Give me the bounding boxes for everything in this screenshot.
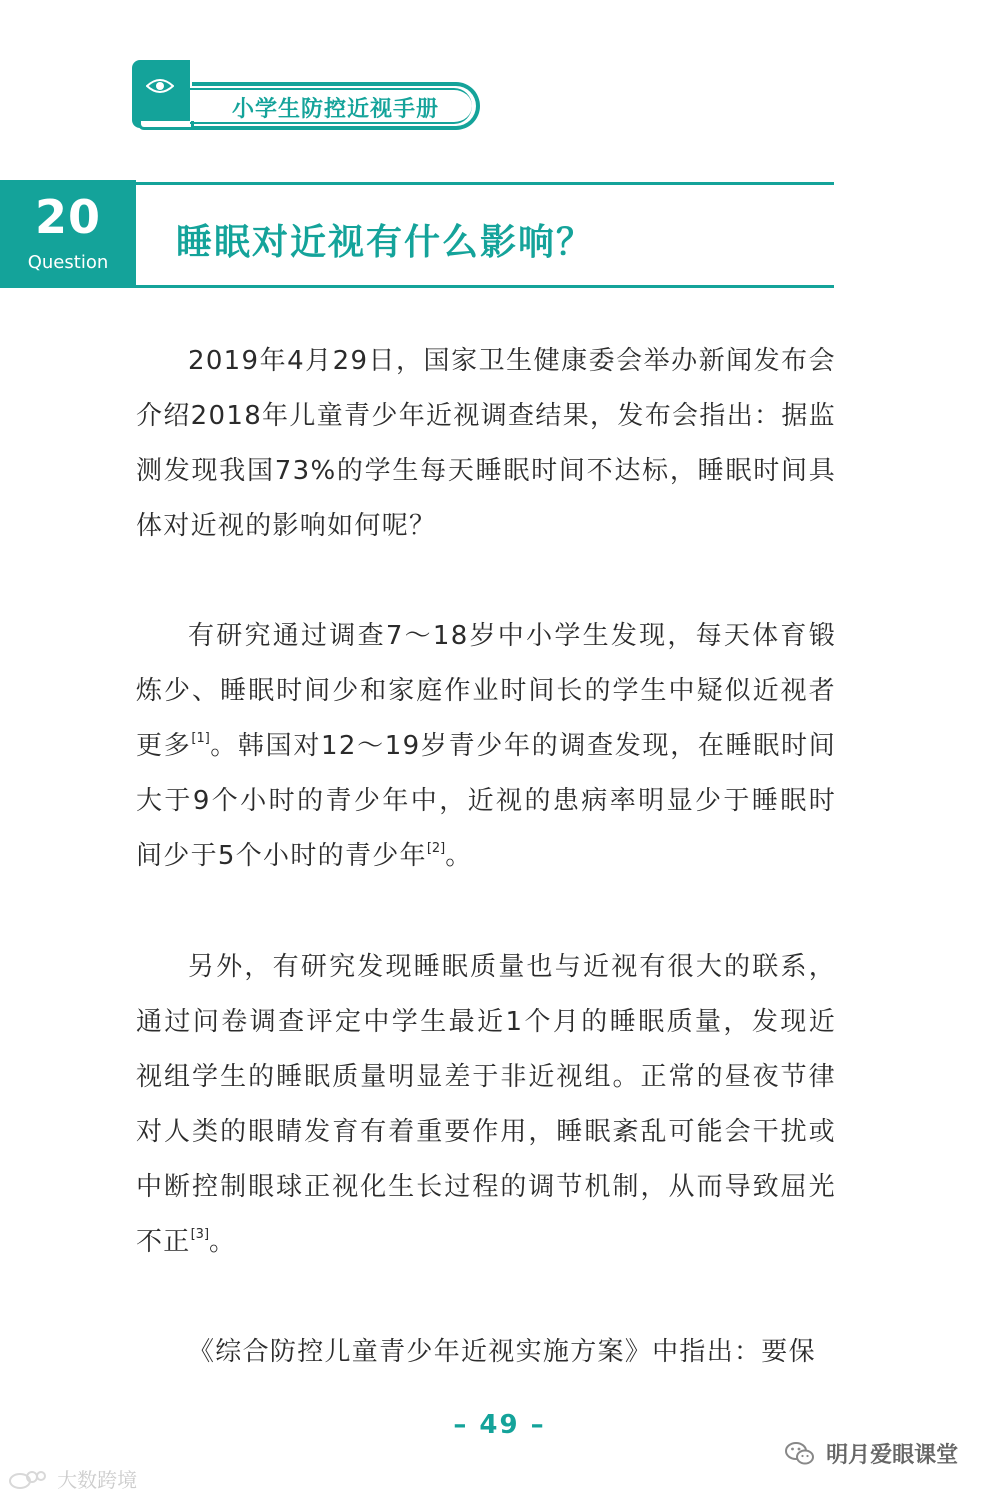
- paragraph-3-part-a: 另外，有研究发现睡眠质量也与近视有很大的联系，通过问卷调查评定中学生最近1个月的睡眠质量，发现近视组学生的睡眠质量明显差于非近视组。正常的昼夜节律对人类的眼睛发育有着重要作用，睡眠紊乱可能会干扰或中断控制眼球正视化生长过程的调节机制，从而导致屈光不正: [136, 952, 836, 1257]
- paragraph-3: [136, 940, 836, 1270]
- wechat-watermark: [785, 1438, 958, 1472]
- paragraph-2-part-b: 。韩国对12～19岁青少年的调查发现，在睡眠时间大于9个小时的青少年中，近视的患病率明显少于睡眠时间少于5个小时的青少年: [136, 731, 836, 871]
- book-icon: [132, 60, 190, 128]
- citation-3: [3]: [190, 1227, 210, 1242]
- weibo-account-name: 大数跨境: [57, 1468, 138, 1492]
- manual-header-tab: [132, 60, 488, 134]
- weibo-icon: [8, 1468, 48, 1490]
- paragraph-3-part-b: 。: [209, 1227, 237, 1257]
- question-number-badge: [0, 180, 136, 288]
- question-title: 睡眠对近视有什么影响？: [176, 222, 595, 263]
- paragraph-2-part-c: 。: [445, 841, 473, 871]
- question-number: 20: [34, 190, 101, 244]
- paragraph-1: 2019年4月29日，国家卫生健康委会举办新闻发布会介绍2018年儿童青少年近视调查结果，发布会指出：据监测发现我国73%的学生每天睡眠时间不达标，睡眠时间具体对近视的影响如何呢？: [136, 346, 836, 541]
- wechat-icon: [785, 1441, 815, 1467]
- question-word: Question: [27, 252, 109, 273]
- weibo-watermark: [8, 1464, 137, 1493]
- manual-title: 小学生防控近视手册: [232, 97, 440, 122]
- question-banner-bottom-rule: [136, 285, 834, 288]
- question-banner-top-rule: [136, 182, 834, 185]
- citation-2: [2]: [426, 841, 446, 856]
- eye-icon: [146, 78, 174, 94]
- page-number: – 49 –: [453, 1410, 546, 1440]
- paragraph-4: 《综合防控儿童青少年近视实施方案》中指出：要保: [188, 1337, 816, 1367]
- citation-1: [1]: [191, 731, 210, 746]
- paragraph-2-part-a: 有研究通过调查7～18岁中小学生发现，每天体育锻炼少、睡眠时间少和家庭作业时间长的学生中疑似近视者更多: [136, 621, 836, 761]
- paragraph-2: [136, 609, 836, 884]
- wechat-account-name: 明月爱眼课堂: [826, 1443, 959, 1468]
